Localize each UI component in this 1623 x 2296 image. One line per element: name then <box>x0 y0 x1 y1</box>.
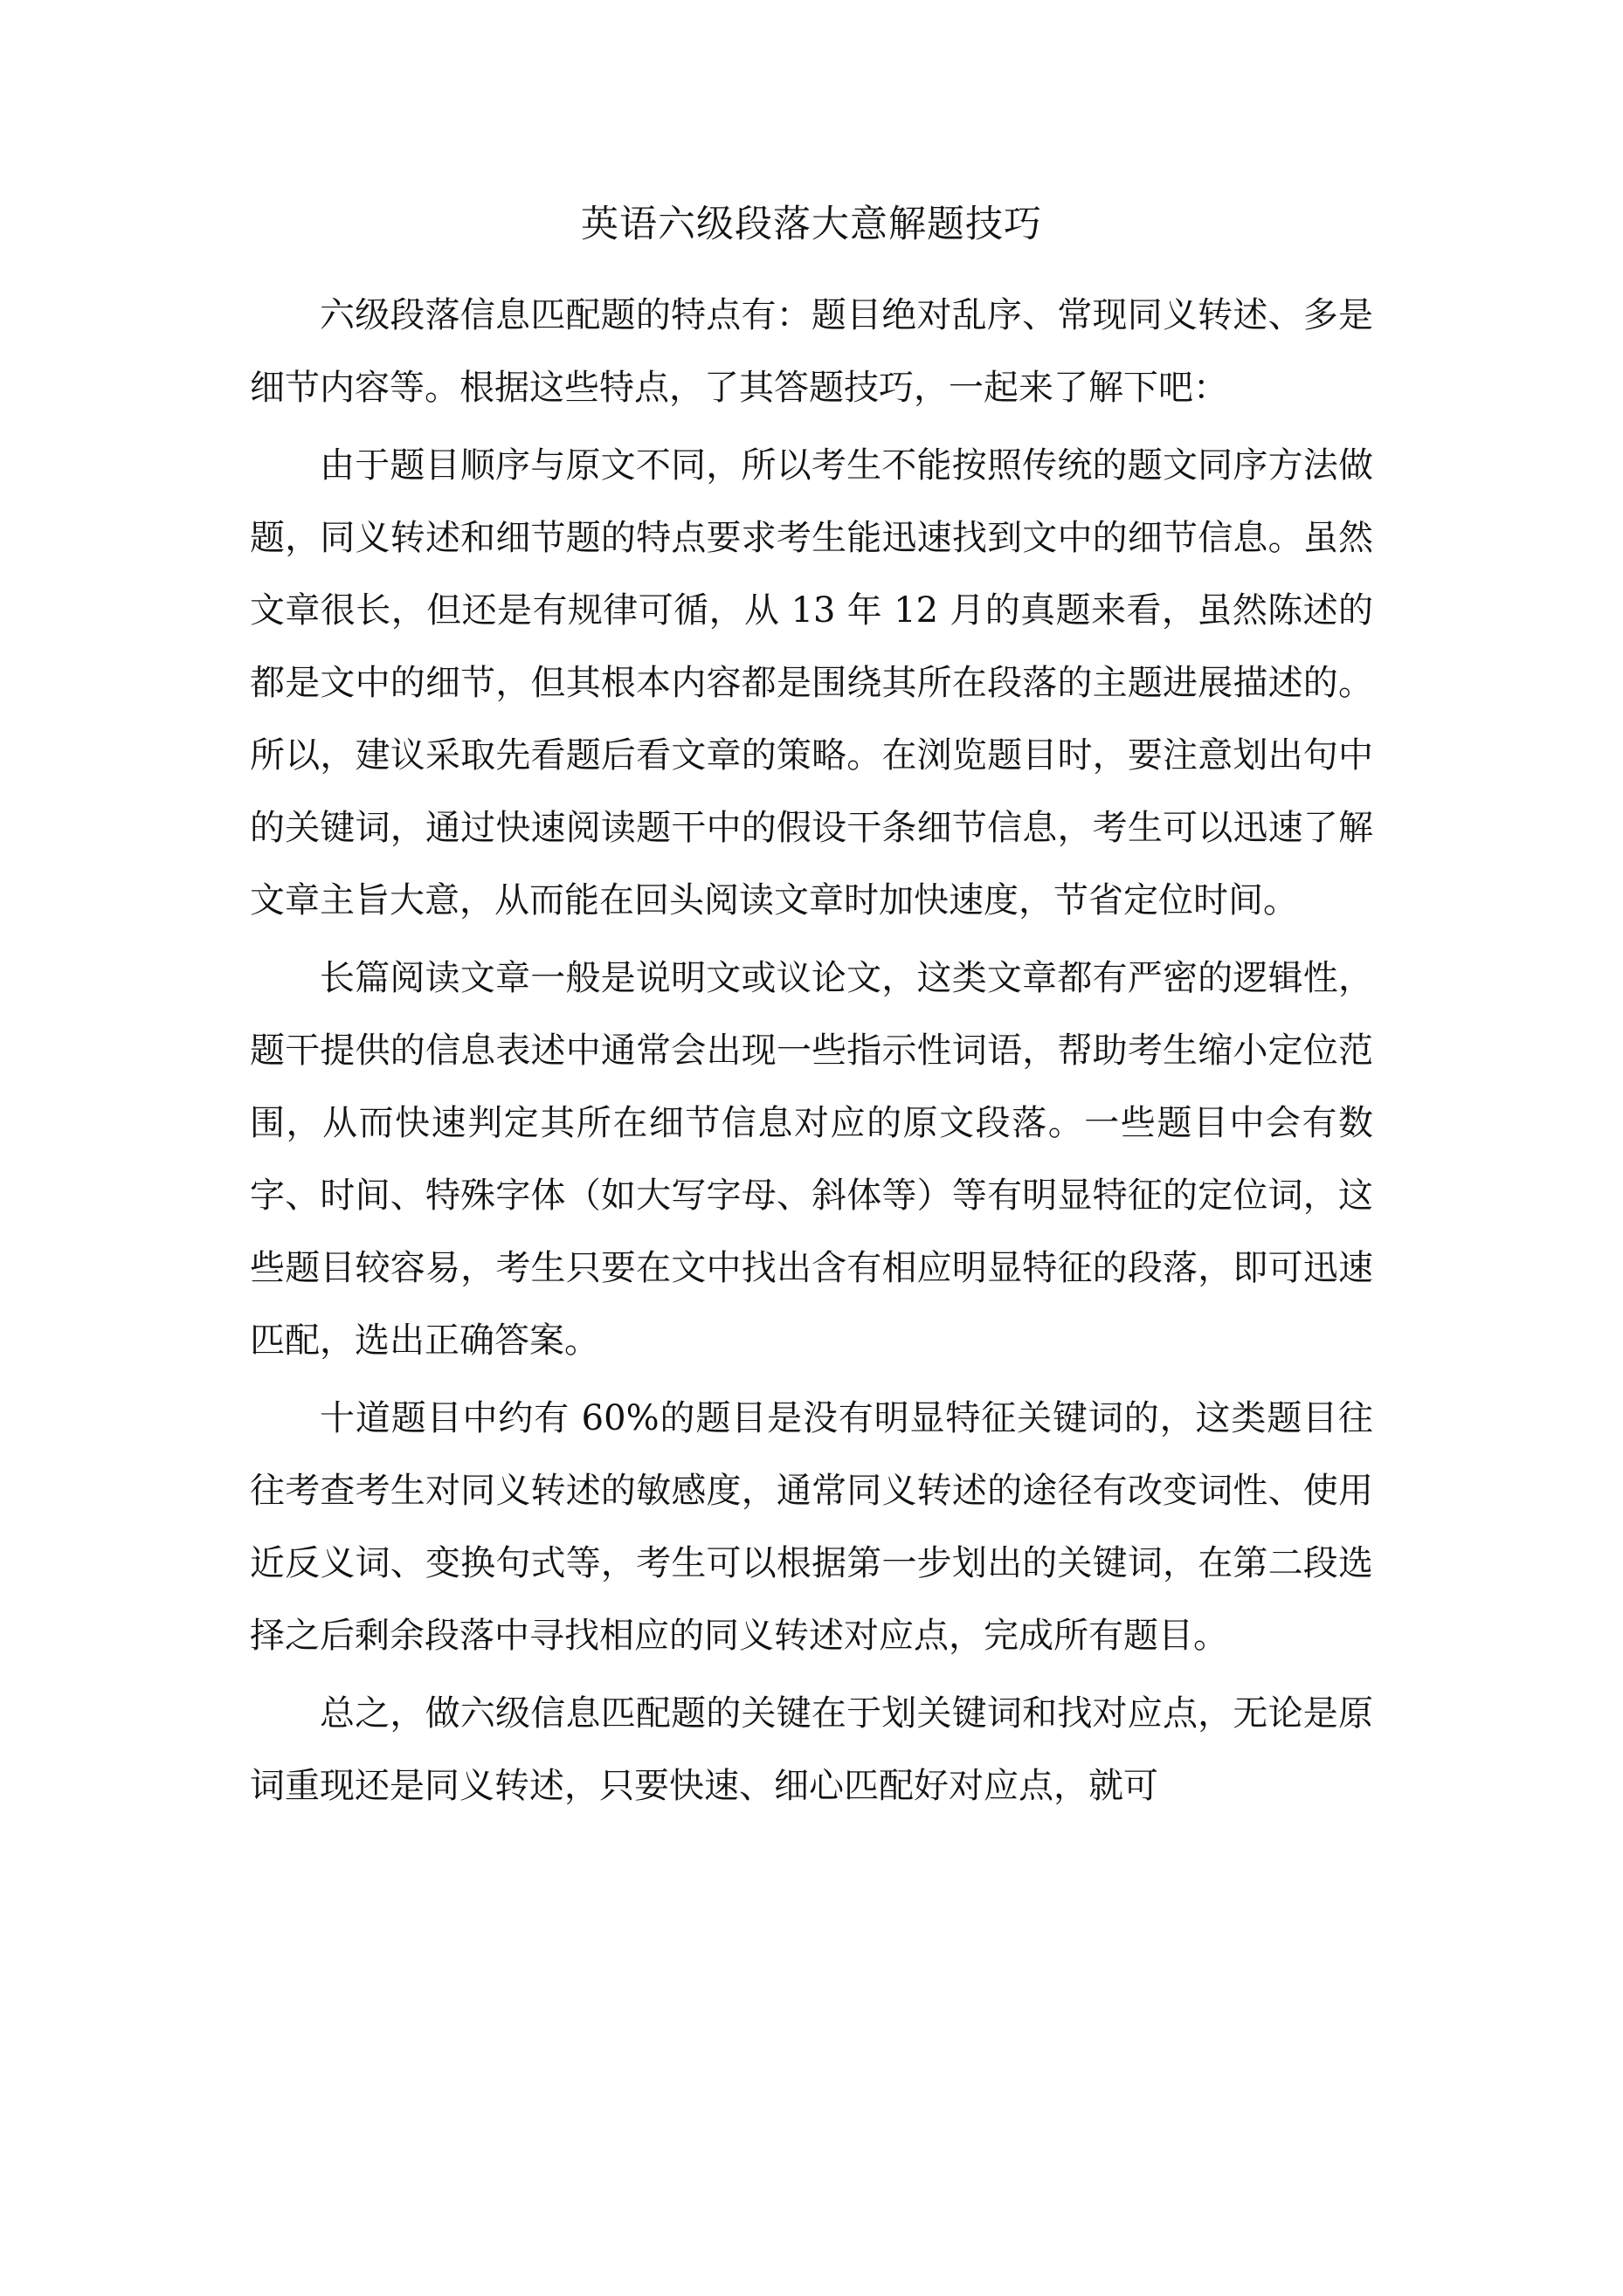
document-body <box>250 279 1373 1828</box>
paragraph-2: 由于题目顺序与原文不同，所以考生不能按照传统的题文同序方法做题，同义转述和细节题的特点要求考生能迅速找到文中的细节信息。虽然文章很长，但还是有规律可循，从 13 年 12 月的真题来看，虽然陈述的都是文中的细节，但其根本内容都是围绕其所在段落的主题进展描述的。所以，建议采取先看题后看文章的策略。在浏览题目时，要注意划出句中的关键词，通过快速阅读题干中的假设干条细节信息，考生可以迅速了解文章主旨大意，从而能在回头阅读文章时加快速度，节省定位时间。 <box>250 445 1373 920</box>
paragraph-1: 六级段落信息匹配题的特点有：题目绝对乱序、常现同义转述、多是细节内容等。根据这些特点，了其答题技巧，一起来了解下吧： <box>250 295 1373 408</box>
document-title: 英语六级段落大意解题技巧 <box>581 203 1042 246</box>
paragraph-3: 长篇阅读文章一般是说明文或议论文，这类文章都有严密的逻辑性，题干提供的信息表述中通常会出现一些指示性词语，帮助考生缩小定位范围，从而快速判定其所在细节信息对应的原文段落。一些题目中会有数字、时间、特殊字体（如大写字母、斜体等）等有明显特征的定位词，这些题目较容易，考生只要在文中找出含有相应明显特征的段落，即可迅速匹配，选出正确答案。 <box>250 958 1373 1361</box>
paragraph-5: 总之，做六级信息匹配题的关键在于划关键词和找对应点，无论是原词重现还是同义转述，只要快速、细心匹配好对应点，就可 <box>250 1693 1373 1806</box>
paragraph-4: 十道题目中约有 60%的题目是没有明显特征关键词的，这类题目往往考查考生对同义转述的敏感度，通常同义转述的途径有改变词性、使用近反义词、变换句式等，考生可以根据第一步划出的关键词，在第二段选择之后剩余段落中寻找相应的同义转述对应点，完成所有题目。 <box>250 1398 1373 1656</box>
